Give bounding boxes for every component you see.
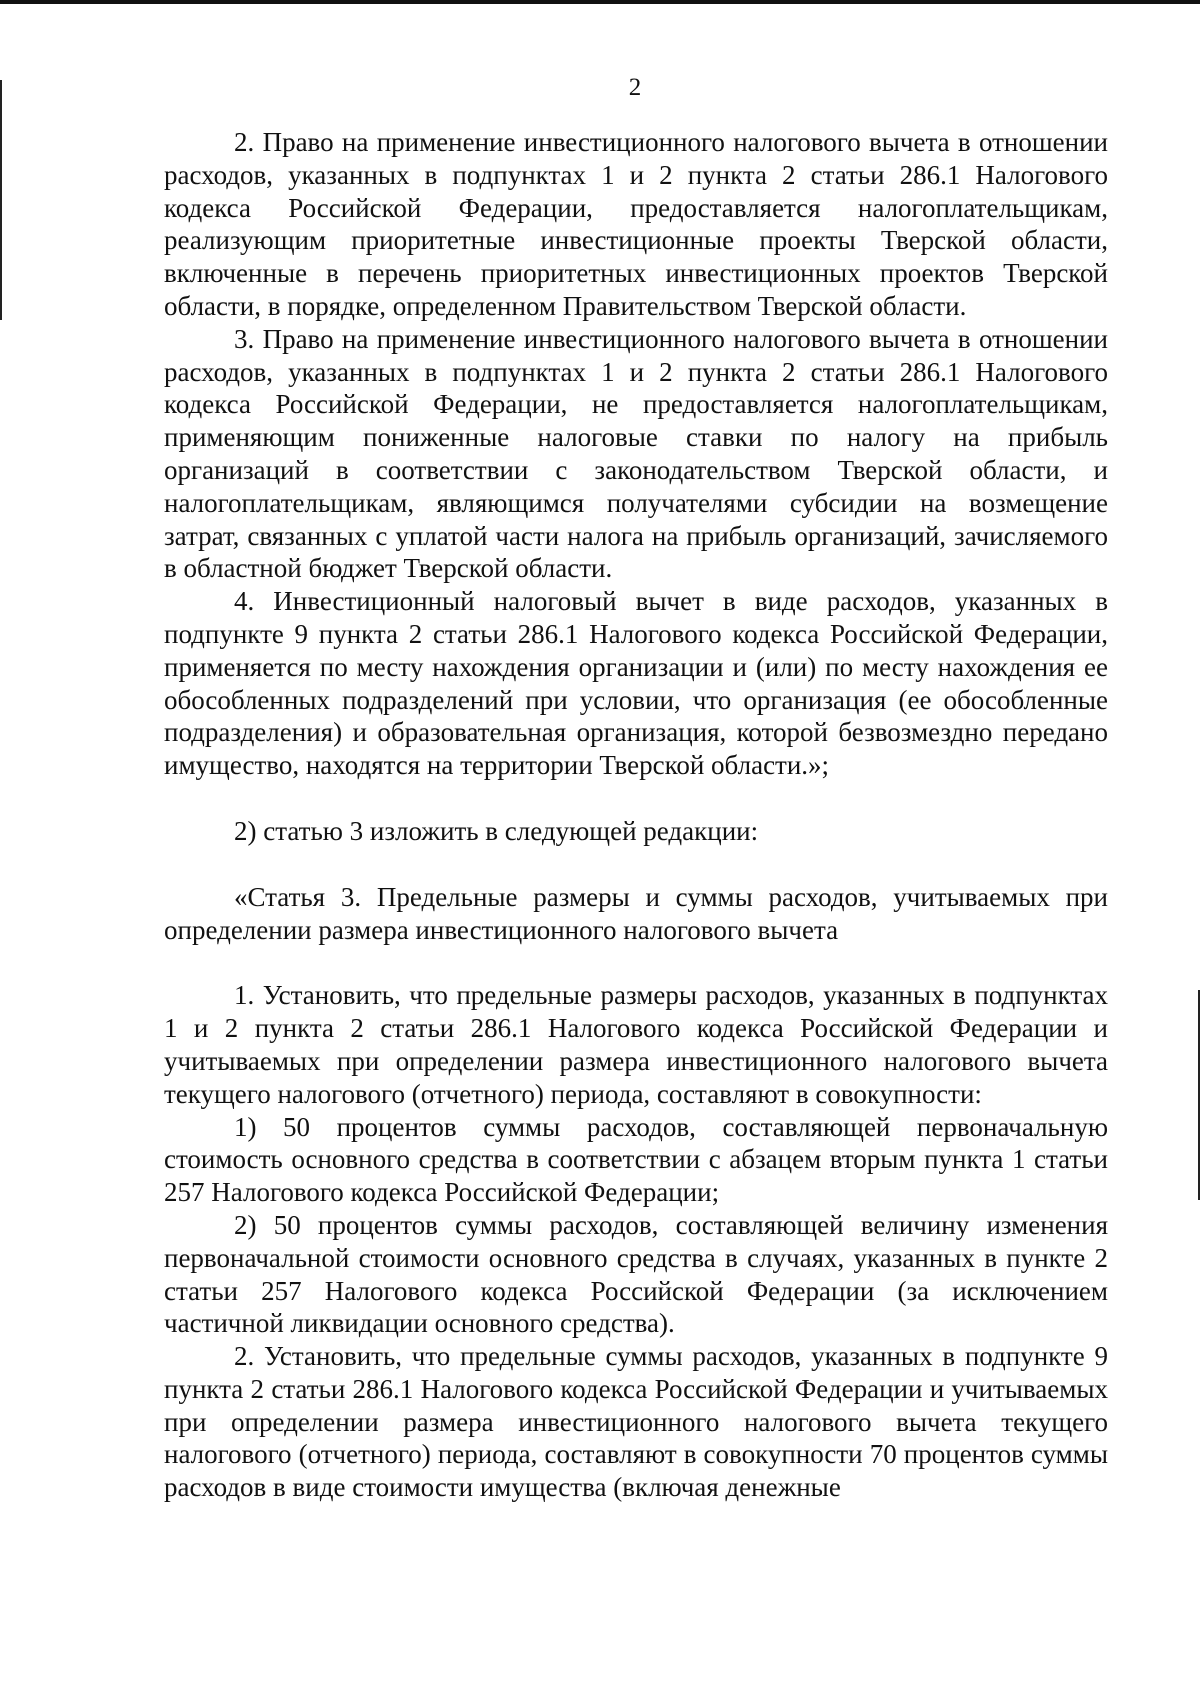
paragraph-gap xyxy=(164,848,1108,881)
scan-top-edge xyxy=(0,0,1200,4)
paragraph-gap xyxy=(164,946,1108,979)
paragraph-gap xyxy=(164,782,1108,815)
article-subitem-1: 1) 50 процентов суммы расходов, составляющей первоначальную стоимость основного средства в соответствии с абзацем вторым пункта 1 статьи 257 Налогового кодекса Российской Федерации; xyxy=(164,1111,1108,1208)
amendment-instruction: 2) статью 3 изложить в следующей редакции: xyxy=(234,815,759,846)
page-number: 2 xyxy=(628,74,642,101)
document-body xyxy=(164,126,1108,1504)
article-heading: «Статья 3. Предельные размеры и суммы расходов, учитываемых при определении размера инвестиционного налогового вычета xyxy=(164,881,1108,945)
paragraph-item-3: 3. Право на применение инвестиционного налогового вычета в отношении расходов, указанных в подпунктах 1 и 2 пункта 2 статьи 286.1 Налогового кодекса Российской Федерации, не предоставляется налогоплательщикам, применяющим пониженные налоговые ставки по налогу на прибыль организаций в соответствии с законодательством Тверской области, и налогоплательщикам, являющимся получателями субсидии на возмещение затрат, связанных с уплатой части налога на прибыль организаций, зачисляемого в областной бюджет Тверской области. xyxy=(164,323,1108,584)
article-subitem-2: 2) 50 процентов суммы расходов, составляющей величину изменения первоначальной стоимости основного средства в случаях, указанных в пункте 2 статьи 257 Налогового кодекса Российской Федерации (за исключением частичной ликвидации основного средства). xyxy=(164,1209,1108,1339)
article-item-1: 1. Установить, что предельные размеры расходов, указанных в подпунктах 1 и 2 пункта 2 статьи 286.1 Налогового кодекса Российской Федерации и учитываемых при определении размера инвестиционного налогового вычета текущего налогового (отчетного) периода, составляют в совокупности: xyxy=(164,980,1108,1109)
scan-left-edge xyxy=(0,80,2,320)
article-item-2: 2. Установить, что предельные суммы расходов, указанных в подпункте 9 пункта 2 статьи 286.1 Налогового кодекса Российской Федерации и учитываемых при определении размера инвестиционного налогового вычета текущего налогового (отчетного) периода, составляют в совокупности 70 процентов суммы расходов в виде стоимости имущества (включая денежные xyxy=(164,1341,1108,1503)
paragraph-item-2: 2. Право на применение инвестиционного налогового вычета в отношении расходов, указанных в подпунктах 1 и 2 пункта 2 статьи 286.1 Налогового кодекса Российской Федерации, предоставляется налогоплательщикам, реализующим приоритетные инвестиционные проекты Тверской области, включенные в перечень приоритетных инвестиционных проектов Тверской области, в порядке, определенном Правительством Тверской области. xyxy=(164,127,1108,321)
paragraph-item-4: 4. Инвестиционный налоговый вычет в виде расходов, указанных в подпункте 9 пункта 2 статьи 286.1 Налогового кодекса Российской Федерации, применяется по месту нахождения организации и (или) по месту нахождения ее обособленных подразделений при условии, что организация (ее обособленные подразделения) и образовательная организация, которой безвозмездно передано имущество, находятся на территории Тверской области.»; xyxy=(164,586,1108,781)
